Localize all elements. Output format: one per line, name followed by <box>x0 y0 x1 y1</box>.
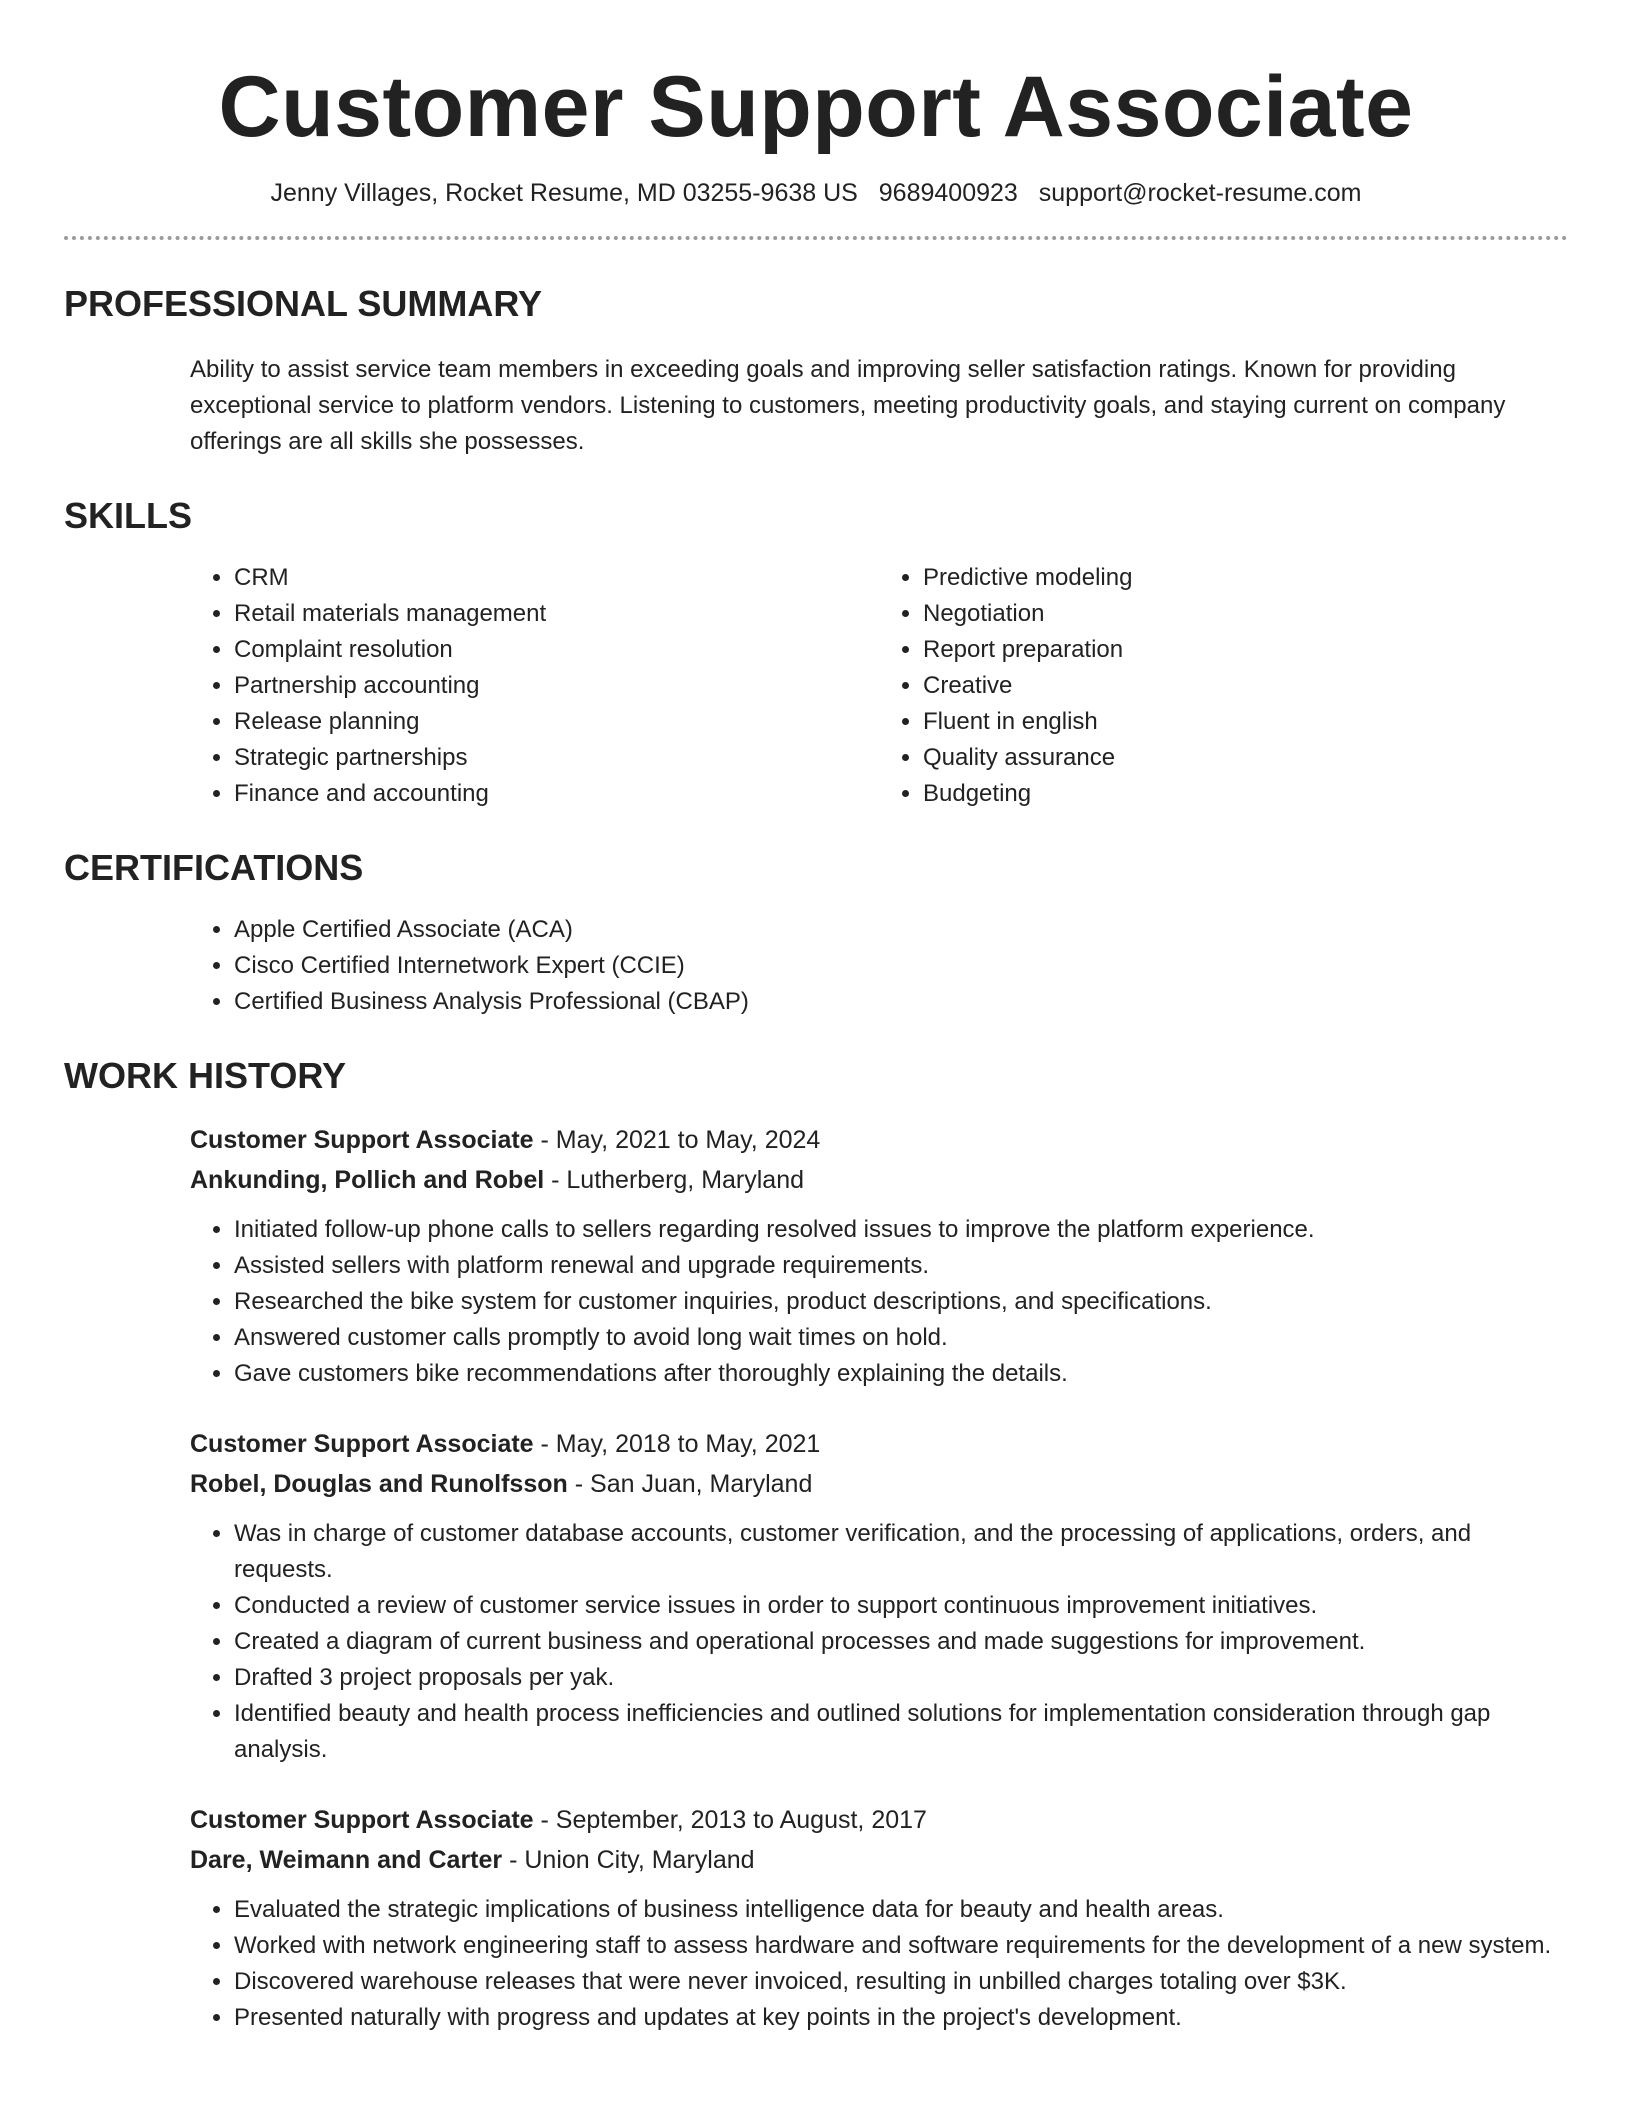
work-history-body <box>190 1120 1568 2036</box>
skills-left-list <box>190 560 879 812</box>
section-title-summary: PROFESSIONAL SUMMARY <box>64 283 543 324</box>
job-dates: - May, 2018 to May, 2021 <box>533 1430 821 1458</box>
list-item: • Presented naturally with progress and updates at key points in the project's development. <box>234 2000 1568 2036</box>
list-item: • Partnership accounting <box>234 668 879 704</box>
section-title-certifications: CERTIFICATIONS <box>64 847 364 888</box>
contact-line <box>64 176 1568 210</box>
job-role: Customer Support Associate <box>190 1430 534 1458</box>
list-item: • Answered customer calls promptly to avoid long wait times on hold. <box>234 1320 1568 1356</box>
job-title-line <box>190 1800 1568 1840</box>
list-item: • Evaluated the strategic implications of business intelligence data for beauty and health areas. <box>234 1892 1568 1928</box>
list-item: • Researched the bike system for customer inquiries, product descriptions, and specifications. <box>234 1284 1568 1320</box>
job-entry <box>190 1424 1568 1768</box>
list-item: • Negotiation <box>923 596 1568 632</box>
skills-right-list <box>879 560 1568 812</box>
list-item: • Drafted 3 project proposals per yak. <box>234 1660 1568 1696</box>
list-item: • Predictive modeling <box>923 560 1568 596</box>
section-title-work-history: WORK HISTORY <box>64 1055 347 1096</box>
job-role: Customer Support Associate <box>190 1806 534 1834</box>
job-bullets <box>190 1516 1568 1768</box>
job-company-line <box>190 1160 1568 1200</box>
job-company-line <box>190 1464 1568 1504</box>
job-bullets <box>190 1212 1568 1392</box>
list-item: • Quality assurance <box>923 740 1568 776</box>
job-title-line <box>190 1120 1568 1160</box>
job-dates: - September, 2013 to August, 2017 <box>533 1806 927 1834</box>
certifications-section <box>64 846 1568 1020</box>
list-item: • Conducted a review of customer service issues in order to support continuous improvement initiatives. <box>234 1588 1568 1624</box>
list-item: • Retail materials management <box>234 596 879 632</box>
list-item: • Discovered warehouse releases that were never invoiced, resulting in unbilled charges totaling over $3K. <box>234 1964 1568 2000</box>
list-item: • Strategic partnerships <box>234 740 879 776</box>
summary-text: Ability to assist service team members in exceeding goals and improving seller satisfaction ratings. Known for providing exceptional service to platform vendors. Listening to customers, meeting productivity goals, and staying current on company offerings are all skills she possesses. <box>190 356 1506 455</box>
job-location: - Union City, Maryland <box>502 1846 755 1874</box>
certifications-body <box>190 912 1568 1020</box>
resume-header <box>64 0 1568 240</box>
list-item: • CRM <box>234 560 879 596</box>
list-item: • Identified beauty and health process inefficiencies and outlined solutions for implementation consideration through gap analysis. <box>234 1696 1568 1768</box>
list-item: • Gave customers bike recommendations after thoroughly explaining the details. <box>234 1356 1568 1392</box>
list-item: • Apple Certified Associate (ACA) <box>234 912 1568 948</box>
job-company-line <box>190 1840 1568 1880</box>
list-item: • Certified Business Analysis Professional (CBAP) <box>234 984 1568 1020</box>
contact-phone: 9689400923 <box>878 179 1018 207</box>
list-item: • Report preparation <box>923 632 1568 668</box>
summary-section <box>64 282 1568 460</box>
header-divider <box>64 236 1568 240</box>
job-company: Ankunding, Pollich and Robel <box>190 1166 545 1194</box>
certifications-list <box>190 912 1568 1020</box>
list-item: • Budgeting <box>923 776 1568 812</box>
candidate-name: Customer Support Associate <box>218 59 1414 155</box>
contact-email: support@rocket-resume.com <box>1038 179 1362 207</box>
job-role: Customer Support Associate <box>190 1126 534 1154</box>
list-item: • Created a diagram of current business and operational processes and made suggestions for improvement. <box>234 1624 1568 1660</box>
job-entry <box>190 1800 1568 2036</box>
skills-columns <box>190 560 1568 812</box>
list-item: • Worked with network engineering staff to assess hardware and software requirements for the development of a new system. <box>234 1928 1568 1964</box>
job-location: - San Juan, Maryland <box>567 1470 813 1498</box>
skills-section <box>64 494 1568 812</box>
section-title-skills: SKILLS <box>64 495 193 536</box>
work-history-section <box>64 1054 1568 2036</box>
job-entry <box>190 1120 1568 1392</box>
list-item: • Fluent in english <box>923 704 1568 740</box>
job-location: - Lutherberg, Maryland <box>544 1166 805 1194</box>
list-item: • Cisco Certified Internetwork Expert (CCIE) <box>234 948 1568 984</box>
list-item: • Creative <box>923 668 1568 704</box>
job-company: Dare, Weimann and Carter <box>190 1846 503 1874</box>
job-bullets <box>190 1892 1568 2036</box>
list-item: • Was in charge of customer database accounts, customer verification, and the processing of applications, orders, and requests. <box>234 1516 1568 1588</box>
list-item: • Initiated follow-up phone calls to sellers regarding resolved issues to improve the platform experience. <box>234 1212 1568 1248</box>
list-item: • Finance and accounting <box>234 776 879 812</box>
job-dates: - May, 2021 to May, 2024 <box>533 1126 821 1154</box>
summary-body <box>190 352 1568 460</box>
list-item: • Complaint resolution <box>234 632 879 668</box>
list-item: • Release planning <box>234 704 879 740</box>
job-company: Robel, Douglas and Runolfsson <box>190 1470 568 1498</box>
contact-address: Jenny Villages, Rocket Resume, MD 03255-9638 US <box>270 179 858 207</box>
list-item: • Assisted sellers with platform renewal and upgrade requirements. <box>234 1248 1568 1284</box>
job-title-line <box>190 1424 1568 1464</box>
